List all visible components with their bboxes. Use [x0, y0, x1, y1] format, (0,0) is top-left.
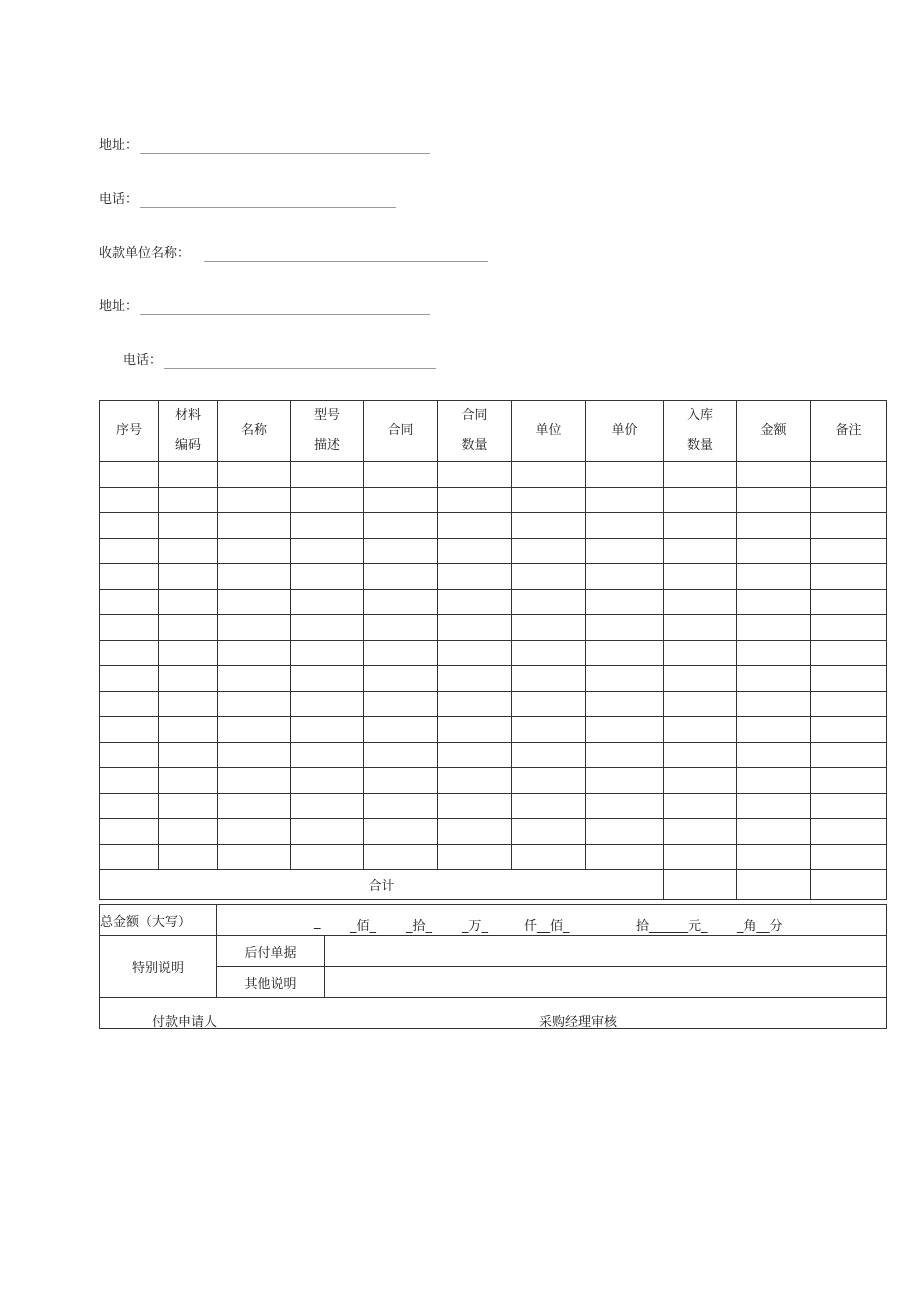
table-cell[interactable] [512, 844, 586, 870]
table-cell[interactable] [364, 742, 438, 768]
table-cell[interactable] [218, 768, 291, 794]
table-row [100, 691, 887, 717]
table-cell[interactable] [218, 793, 291, 819]
table-cell[interactable] [811, 768, 887, 794]
attached-docs-label: 后付单据 [217, 936, 325, 967]
table-cell[interactable] [512, 640, 586, 666]
total-label: 合计 [100, 870, 664, 900]
phone-label: 电话： [123, 353, 163, 368]
table-cell[interactable] [664, 742, 737, 768]
table-cell[interactable] [512, 819, 586, 845]
table-cell[interactable] [586, 666, 664, 692]
table-row [100, 819, 887, 845]
table-cell[interactable] [586, 844, 664, 870]
table-cell[interactable] [291, 462, 364, 488]
table-cell[interactable] [512, 717, 586, 743]
table-cell[interactable] [586, 742, 664, 768]
items-table [99, 400, 887, 900]
table-cell[interactable] [291, 844, 364, 870]
table-cell[interactable] [364, 615, 438, 641]
phone-field-2 [123, 353, 436, 369]
table-cell[interactable] [364, 462, 438, 488]
table-cell[interactable] [100, 513, 159, 539]
table-cell[interactable] [218, 615, 291, 641]
column-header [291, 401, 364, 462]
table-cell[interactable] [218, 742, 291, 768]
table-cell[interactable] [512, 564, 586, 590]
table-cell[interactable] [438, 819, 512, 845]
table-cell[interactable] [364, 640, 438, 666]
column-header [364, 401, 438, 462]
table-cell[interactable] [438, 462, 512, 488]
table-cell[interactable] [218, 513, 291, 539]
table-cell[interactable] [438, 768, 512, 794]
table-cell[interactable] [159, 640, 218, 666]
table-cell[interactable] [100, 462, 159, 488]
table-cell[interactable] [218, 819, 291, 845]
table-cell[interactable] [291, 589, 364, 615]
table-cell[interactable] [512, 513, 586, 539]
table-cell[interactable] [100, 844, 159, 870]
table-cell[interactable] [586, 487, 664, 513]
table-cell[interactable] [811, 666, 887, 692]
address-blank[interactable] [140, 141, 430, 154]
table-row [100, 666, 887, 692]
table-cell[interactable] [364, 589, 438, 615]
table-cell[interactable] [664, 768, 737, 794]
table-cell[interactable] [586, 793, 664, 819]
table-row [100, 844, 887, 870]
table-cell[interactable] [100, 742, 159, 768]
column-header-label: 型号 [313, 408, 340, 423]
table-cell[interactable] [218, 589, 291, 615]
table-cell[interactable] [586, 691, 664, 717]
table-cell[interactable] [586, 819, 664, 845]
table-cell[interactable] [664, 589, 737, 615]
table-cell[interactable] [159, 742, 218, 768]
payee-name-field [99, 246, 488, 262]
table-cell[interactable] [664, 819, 737, 845]
phone-field-1 [99, 192, 396, 208]
table-cell[interactable] [737, 666, 811, 692]
table-cell[interactable] [218, 717, 291, 743]
table-cell[interactable] [737, 768, 811, 794]
table-cell[interactable] [159, 819, 218, 845]
column-header-label: 单价 [611, 423, 638, 438]
amount-unit: 拾______元_ [636, 919, 708, 934]
table-cell[interactable] [218, 691, 291, 717]
column-header-label-line2: 编码 [174, 438, 201, 453]
table-cell[interactable] [291, 793, 364, 819]
table-cell[interactable] [364, 487, 438, 513]
header-row [100, 401, 887, 462]
table-cell[interactable] [811, 564, 887, 590]
table-cell[interactable] [291, 640, 364, 666]
table-cell[interactable] [438, 564, 512, 590]
table-cell[interactable] [159, 793, 218, 819]
column-header-label: 合同 [461, 408, 488, 423]
table-cell[interactable] [291, 564, 364, 590]
table-cell[interactable] [512, 666, 586, 692]
column-header-label: 金额 [760, 423, 787, 438]
table-cell[interactable] [811, 538, 887, 564]
table-cell[interactable] [811, 844, 887, 870]
table-cell[interactable] [100, 819, 159, 845]
table-row [100, 793, 887, 819]
table-cell[interactable] [364, 768, 438, 794]
special-row-2 [100, 967, 887, 998]
table-cell[interactable] [811, 487, 887, 513]
table-cell[interactable] [586, 768, 664, 794]
table-cell[interactable] [159, 564, 218, 590]
table-cell[interactable] [664, 538, 737, 564]
column-header [218, 401, 291, 462]
address-field-1 [99, 138, 430, 154]
column-header-label-line2: 数量 [686, 438, 713, 453]
table-cell[interactable] [218, 844, 291, 870]
address-field-2 [99, 299, 430, 315]
table-cell[interactable] [737, 717, 811, 743]
column-header-label: 材料 [174, 408, 201, 423]
table-cell[interactable] [364, 538, 438, 564]
table-cell[interactable] [364, 844, 438, 870]
total-row [100, 870, 887, 900]
table-cell[interactable] [438, 589, 512, 615]
table-cell[interactable] [100, 564, 159, 590]
table-cell[interactable] [512, 691, 586, 717]
table-cell[interactable] [100, 589, 159, 615]
table-cell[interactable] [291, 742, 364, 768]
table-cell[interactable] [291, 819, 364, 845]
table-row [100, 513, 887, 539]
table-cell[interactable] [811, 589, 887, 615]
table-cell[interactable] [364, 564, 438, 590]
table-cell[interactable] [811, 717, 887, 743]
table-cell[interactable] [159, 615, 218, 641]
column-header [586, 401, 664, 462]
table-cell[interactable] [438, 742, 512, 768]
table-cell[interactable] [664, 615, 737, 641]
table-cell[interactable] [664, 844, 737, 870]
table-cell[interactable] [100, 538, 159, 564]
total-cell[interactable] [664, 870, 737, 900]
table-cell[interactable] [737, 589, 811, 615]
table-cell[interactable] [291, 487, 364, 513]
table-row [100, 462, 887, 488]
table-cell[interactable] [291, 615, 364, 641]
table-row [100, 564, 887, 590]
table-cell[interactable] [438, 538, 512, 564]
table-cell[interactable] [438, 691, 512, 717]
table-cell[interactable] [737, 513, 811, 539]
column-header-label: 备注 [835, 423, 862, 438]
table-cell[interactable] [737, 615, 811, 641]
table-cell[interactable] [586, 564, 664, 590]
table-cell[interactable] [100, 640, 159, 666]
applicant-label: 付款申请人 [152, 1015, 218, 1030]
table-cell[interactable] [159, 717, 218, 743]
table-cell[interactable] [438, 640, 512, 666]
table-cell[interactable] [291, 513, 364, 539]
footer-table [99, 904, 887, 1029]
payee-name-blank[interactable] [204, 249, 488, 262]
column-header-label: 入库 [686, 408, 713, 423]
column-header [100, 401, 159, 462]
address-blank[interactable] [140, 302, 430, 315]
other-notes-label: 其他说明 [217, 967, 325, 998]
table-cell[interactable] [512, 768, 586, 794]
table-cell[interactable] [291, 717, 364, 743]
table-cell[interactable] [664, 793, 737, 819]
table-cell[interactable] [664, 487, 737, 513]
table-cell[interactable] [737, 564, 811, 590]
table-cell[interactable] [664, 717, 737, 743]
amount-unit: _角__分 [737, 919, 783, 934]
table-cell[interactable] [586, 640, 664, 666]
table-cell[interactable] [291, 768, 364, 794]
table-cell[interactable] [159, 666, 218, 692]
table-cell[interactable] [100, 487, 159, 513]
table-cell[interactable] [737, 691, 811, 717]
table-cell[interactable] [811, 742, 887, 768]
table-cell[interactable] [159, 844, 218, 870]
table-cell[interactable] [364, 691, 438, 717]
table-row [100, 640, 887, 666]
table-cell[interactable] [664, 666, 737, 692]
column-header [512, 401, 586, 462]
amount-unit: _ [314, 915, 321, 930]
amount-label: 总金额（大写） [100, 905, 217, 936]
column-header [664, 401, 737, 462]
table-cell[interactable] [737, 742, 811, 768]
table-cell[interactable] [218, 487, 291, 513]
column-header [438, 401, 512, 462]
column-header [811, 401, 887, 462]
table-cell[interactable] [291, 666, 364, 692]
table-row [100, 768, 887, 794]
attached-docs-value[interactable] [325, 936, 887, 967]
table-cell[interactable] [811, 793, 887, 819]
table-cell[interactable] [159, 462, 218, 488]
table-cell[interactable] [737, 462, 811, 488]
column-header-label: 名称 [240, 423, 267, 438]
column-header [737, 401, 811, 462]
table-row [100, 717, 887, 743]
table-cell[interactable] [811, 615, 887, 641]
table-cell[interactable] [586, 589, 664, 615]
column-header-label-line2: 数量 [461, 438, 488, 453]
table-cell[interactable] [737, 844, 811, 870]
table-cell[interactable] [586, 717, 664, 743]
table-cell[interactable] [218, 666, 291, 692]
table-cell[interactable] [364, 793, 438, 819]
table-cell[interactable] [811, 513, 887, 539]
signature-labels [100, 998, 886, 1028]
table-cell[interactable] [664, 691, 737, 717]
table-cell[interactable] [512, 538, 586, 564]
table-cell[interactable] [737, 793, 811, 819]
table-cell[interactable] [364, 819, 438, 845]
column-header-label: 序号 [115, 423, 142, 438]
table-row [100, 487, 887, 513]
table-cell[interactable] [218, 640, 291, 666]
table-cell[interactable] [100, 615, 159, 641]
table-row [100, 615, 887, 641]
table-cell[interactable] [159, 768, 218, 794]
table-cell[interactable] [291, 691, 364, 717]
total-cell[interactable] [737, 870, 811, 900]
table-cell[interactable] [811, 640, 887, 666]
special-label: 特别说明 [100, 936, 217, 998]
table-cell[interactable] [364, 666, 438, 692]
table-cell[interactable] [438, 487, 512, 513]
amount-unit: _万_ [462, 919, 489, 934]
table-cell[interactable] [438, 615, 512, 641]
address-label: 地址： [99, 299, 139, 314]
table-cell[interactable] [364, 717, 438, 743]
column-header-label: 单位 [535, 423, 562, 438]
table-row [100, 589, 887, 615]
total-cell[interactable] [811, 870, 887, 900]
table-row [100, 538, 887, 564]
table-cell[interactable] [664, 513, 737, 539]
table-cell[interactable] [438, 717, 512, 743]
table-cell[interactable] [664, 462, 737, 488]
table-cell[interactable] [512, 793, 586, 819]
table-cell[interactable] [512, 487, 586, 513]
amount-unit: _佰_ [350, 919, 377, 934]
address-label: 地址： [99, 138, 139, 153]
table-cell[interactable] [512, 742, 586, 768]
table-cell[interactable] [100, 691, 159, 717]
table-cell[interactable] [100, 666, 159, 692]
amount-unit: _拾_ [406, 919, 433, 934]
table-cell[interactable] [811, 462, 887, 488]
table-cell[interactable] [512, 589, 586, 615]
table-cell[interactable] [159, 691, 218, 717]
special-row-1 [100, 936, 887, 967]
table-cell[interactable] [811, 691, 887, 717]
table-cell[interactable] [664, 564, 737, 590]
table-cell[interactable] [512, 615, 586, 641]
table-cell[interactable] [586, 615, 664, 641]
table-cell[interactable] [438, 844, 512, 870]
table-cell[interactable] [159, 538, 218, 564]
column-header-label: 合同 [387, 423, 414, 438]
table-cell[interactable] [438, 513, 512, 539]
amount-row [100, 905, 887, 936]
table-cell[interactable] [586, 462, 664, 488]
table-cell[interactable] [291, 538, 364, 564]
manager-review-label: 采购经理审核 [539, 1015, 618, 1030]
signature-cell[interactable] [100, 998, 887, 1029]
table-cell[interactable] [737, 538, 811, 564]
table-cell[interactable] [100, 717, 159, 743]
table-cell[interactable] [586, 538, 664, 564]
signature-row [100, 998, 887, 1029]
table-cell[interactable] [100, 793, 159, 819]
table-cell[interactable] [438, 666, 512, 692]
table-cell[interactable] [159, 589, 218, 615]
table-row [100, 742, 887, 768]
table-cell[interactable] [664, 640, 737, 666]
table-cell[interactable] [218, 538, 291, 564]
table-cell[interactable] [737, 819, 811, 845]
amount-unit: 仟__佰_ [524, 919, 570, 934]
column-header-label-line2: 描述 [313, 438, 340, 453]
table-cell[interactable] [159, 513, 218, 539]
table-cell[interactable] [100, 768, 159, 794]
table-cell[interactable] [218, 564, 291, 590]
table-cell[interactable] [364, 513, 438, 539]
table-cell[interactable] [438, 793, 512, 819]
phone-label: 电话： [99, 192, 139, 207]
table-cell[interactable] [159, 487, 218, 513]
phone-blank[interactable] [164, 356, 436, 369]
table-cell[interactable] [586, 513, 664, 539]
other-notes-value[interactable] [325, 967, 887, 998]
payee-name-label: 收款单位名称： [99, 246, 191, 261]
amount-words-cell[interactable] [217, 905, 887, 936]
column-header [159, 401, 218, 462]
table-cell[interactable] [811, 819, 887, 845]
table-cell[interactable] [218, 462, 291, 488]
table-cell[interactable] [737, 640, 811, 666]
table-cell[interactable] [737, 487, 811, 513]
phone-blank[interactable] [140, 195, 396, 208]
table-cell[interactable] [512, 462, 586, 488]
amount-units [217, 905, 886, 935]
